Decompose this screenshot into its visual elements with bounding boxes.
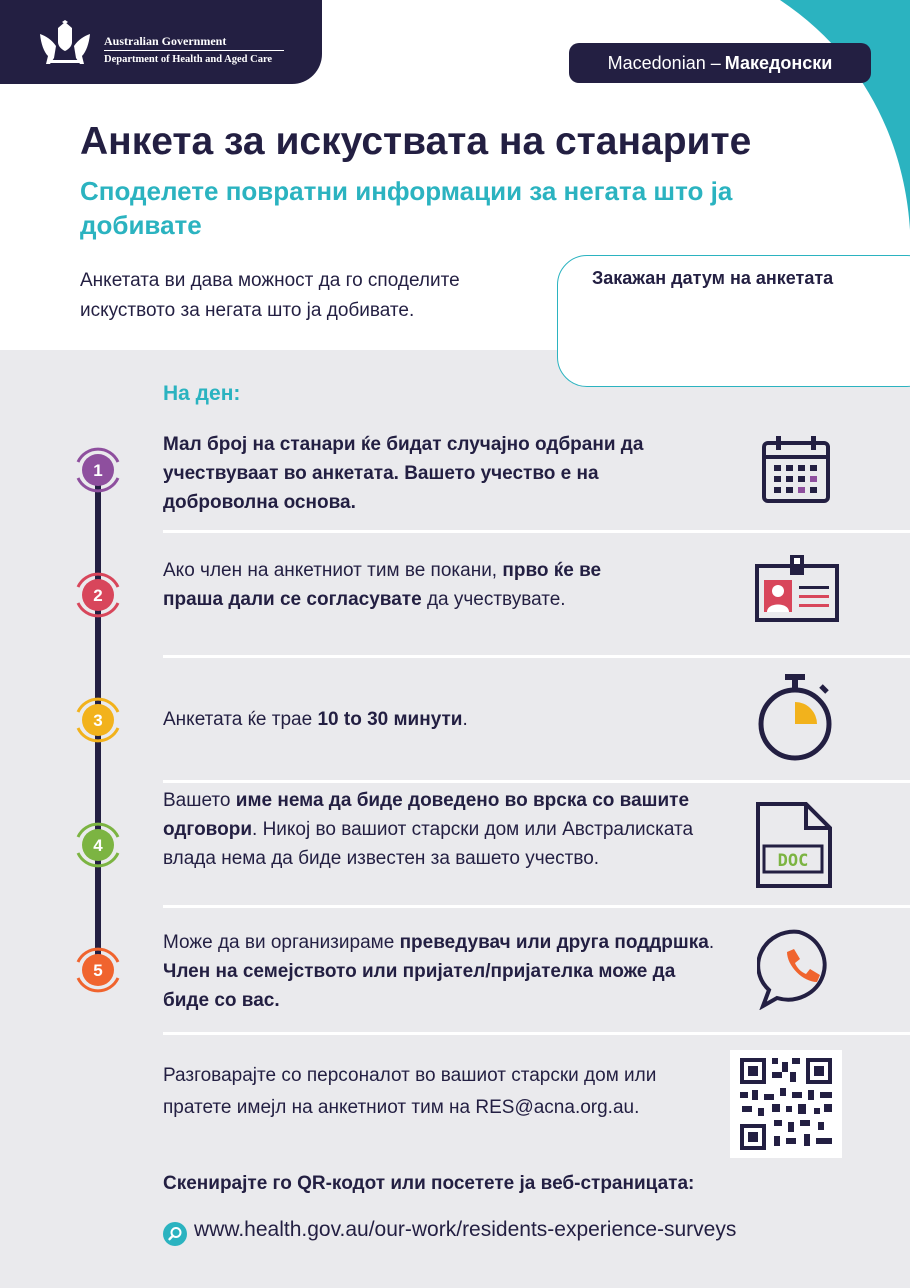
doc-file-icon	[754, 800, 834, 890]
coat-of-arms-logo	[34, 20, 96, 66]
on-the-day-heading: На ден:	[163, 382, 241, 405]
step-1-text: Мал број на станари ќе бидат случајно одбрани да учествуваат во анкетата. Вашето учество е на доброволна основа.	[163, 434, 644, 513]
step-4-text-bold: име нема да биде доведено во врска со вашите одговори	[163, 790, 690, 840]
step-4-text-a: Вашето	[163, 790, 231, 811]
step-divider	[163, 1032, 910, 1035]
stopwatch-icon	[755, 672, 835, 762]
id-card-icon	[754, 554, 840, 624]
step-divider	[163, 655, 910, 658]
page-subtitle: Споделете повратни информации за негата што ја добивате	[80, 176, 733, 240]
step-5-text-c: .	[708, 932, 715, 953]
step-2-text-bold: прво ќе ве праша дали се согласувате	[163, 560, 602, 610]
step-badge-5	[70, 942, 126, 998]
qr-code[interactable]	[730, 1050, 842, 1158]
step-number-2: 2	[93, 586, 103, 605]
step-3-text	[163, 705, 723, 734]
step-5-text-bold: преведувач или друга поддршка	[399, 932, 709, 953]
step-5-text-bold-2: Член на семејството или пријател/пријателка може да биде со вас.	[163, 961, 676, 1011]
step-badge-2	[70, 567, 126, 623]
website-link[interactable]: www.health.gov.au/our-work/residents-experience-surveys	[194, 1218, 737, 1241]
contact-text: Разговарајте со персоналот во вашиот старски дом или пратете имејл на анкетниот тим на RES@acna.org.au.	[163, 1065, 657, 1118]
step-4-text	[163, 786, 723, 873]
step-number-5: 5	[93, 961, 103, 980]
banner-divider	[104, 50, 284, 51]
survey-date-label: Закажан датум на анкетата	[592, 268, 834, 288]
step-3-text-bold: 10 to 30 минути	[317, 709, 463, 730]
step-number-1: 1	[93, 461, 103, 480]
language-latin: Macedonian –	[607, 52, 721, 73]
step-5-text-a: Може да ви организираме	[163, 932, 395, 953]
step-3-text-c: .	[462, 709, 468, 730]
step-divider	[163, 530, 910, 533]
step-divider	[163, 780, 910, 783]
step-2-text-a: Ако член на анкетниот тим ве покани,	[163, 560, 498, 581]
step-2-text-c: да учествувате.	[426, 589, 566, 610]
page-title: Анкета за искуствата на станарите	[80, 120, 752, 163]
phone-chat-icon	[757, 928, 841, 1010]
step-5-text	[163, 928, 723, 1015]
step-3-text-a: Анкетата ќе трае	[163, 709, 313, 730]
teal-corner-decoration	[780, 0, 910, 230]
step-badge-3	[70, 692, 126, 748]
step-number-3: 3	[93, 711, 103, 730]
step-divider	[163, 905, 910, 908]
step-2-text	[163, 556, 653, 614]
scan-instruction: Скенирајте го QR-кодот или посетете ја веб-страницата:	[163, 1173, 695, 1194]
calendar-icon	[760, 435, 832, 505]
language-badge	[569, 43, 871, 83]
intro-text: Анкетата ви дава можност да го споделите искуството за негата што ја добивате.	[80, 270, 460, 321]
search-icon	[163, 1222, 187, 1246]
language-native: Македонски	[724, 52, 833, 73]
department-name: Department of Health and Aged Care	[104, 54, 273, 65]
step-number-4: 4	[93, 836, 103, 855]
svg-text:DOC: DOC	[777, 851, 809, 871]
government-name: Australian Government	[104, 34, 227, 48]
step-badge-1	[70, 442, 126, 498]
step-badge-4	[70, 817, 126, 873]
step-4-text-c: . Никој во вашиот старски дом или Австралиската влада нема да биде известен за вашето учество.	[163, 819, 694, 869]
